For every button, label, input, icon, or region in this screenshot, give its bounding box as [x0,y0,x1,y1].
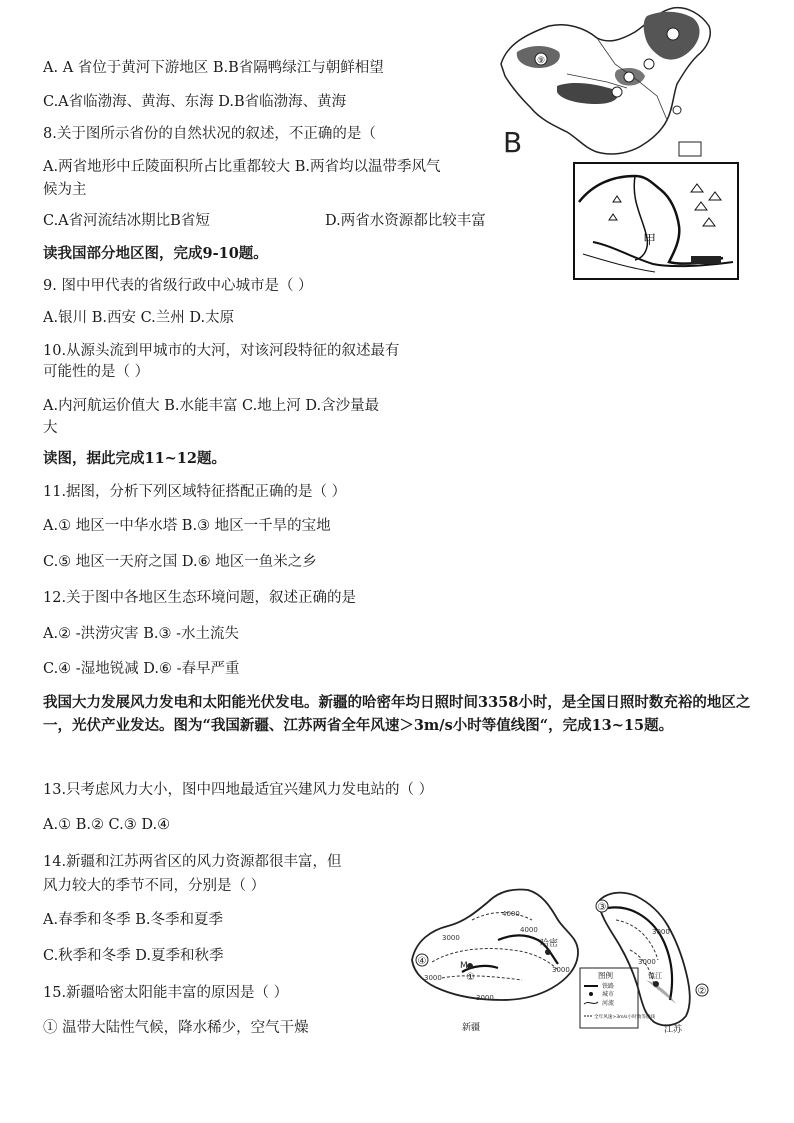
contour-label-7: 3000 [424,974,442,982]
contour-label-8: 3000 [476,994,494,1002]
region-map-figure [573,162,739,280]
q13-options: A.① B.② C.③ D.④ [43,817,171,833]
china-map [497,4,717,162]
intro-13-15: 我国大力发展风力发电和太阳能光伏发电。新疆的哈密年均日照时间3358小时，是全国日照时数充裕的地区之一，光伏产业发达。图为“我国新疆、江苏两省全年风速＞3m/s小时等值线图“，完成13~15题。 [43,694,751,734]
intro-11-12: 读图，据此完成11~12题。 [43,450,227,467]
contour-label-1: 4000 [502,910,520,918]
q15-item-1: ① 温带大陆性气候，降水稀少，空气干燥 [43,1020,309,1036]
wind-map-figure [402,880,742,1040]
wind-label-zhenjiang: 镇江 [648,972,662,980]
q8-option-b-cont: 候为主 [43,182,87,198]
contour-label-2: 3000 [442,934,460,942]
wind-label-jiangsu: 江苏 [664,1025,683,1035]
q15-stem: 15.新疆哈密太阳能丰富的原因是（ ） [43,985,289,1001]
contour-label-3: 4000 [520,926,538,934]
legend-contour: 全年风速>3m/s小时数等值线 [594,1015,656,1020]
wind-map [402,880,742,1040]
q9-stem: 9. 图中甲代表的省级行政中心城市是（ ） [43,278,313,294]
wind-point-4: ④ [417,956,427,967]
q9-options: A.银川 B.西安 C.兰州 D.太原 [43,310,235,326]
legend-railway: 铁路 [602,983,615,990]
q8-option-c: C.A省河流结冰期比B省短 [43,213,210,229]
legend-river: 河流 [602,1000,615,1007]
q8-option-a: A.两省地形中丘陵面积所占比重都较大 B.两省均以温带季风气 [43,159,441,175]
legend-title: 图例 [598,971,613,980]
q11-options-cd: C.⑤ 地区一天府之国 D.⑥ 地区一鱼米之乡 [43,554,317,570]
q7-options-cd: C.A省临渤海、黄海、东海 D.B省临渤海、黄海 [43,94,347,110]
contour-label-6: 3000 [638,958,656,966]
q7-options-ab: A. A 省位于黄河下游地区 B.B省隔鸭绿江与朝鲜相望 [43,60,384,76]
q8-option-d: D.两省水资源都比较丰富 [325,213,486,229]
wind-label-xinjiang: 新疆 [462,1023,481,1033]
q10-stem: 10.从源头流到甲城市的大河，对该河段特征的叙述最有 [43,343,400,359]
q11-options-ab: A.① 地区一中华水塔 B.③ 地区一千旱的宝地 [43,518,331,534]
wind-point-3: ③ [597,902,607,913]
wind-label-m: M [460,961,468,971]
q12-options-cd: C.④ -湿地锐减 D.⑥ -春早严重 [43,661,240,677]
contour-label-5: 3000 [652,928,670,936]
q10-options: A.内河航运价值大 B.水能丰富 C.地上河 D.含沙量最 [43,398,380,414]
china-map-figure [497,4,717,162]
q14-options-cd: C.秋季和冬季 D.夏季和秋季 [43,948,224,964]
region-map [573,162,739,280]
region-map-label-jia: 甲 [643,233,657,248]
wind-point-1: ① [466,972,475,983]
legend-city: 城市 [602,991,615,998]
svg-text:⑨: ⑨ [537,56,546,66]
q11-stem: 11.据图，分析下列区域特征搭配正确的是（ ） [43,484,347,500]
q10-stem-cont: 可能性的是（ ） [43,364,150,380]
q14-stem: 14.新疆和江苏两省区的风力资源都很丰富，但 [43,854,342,870]
q12-options-ab: A.② -洪涝灾害 B.③ -水土流失 [43,626,239,642]
china-map-label-b: B [503,126,523,159]
intro-9-10: 读我国部分地区图，完成9-10题。 [43,245,268,262]
q12-stem: 12.关于图中各地区生态环境问题，叙述正确的是 [43,590,357,606]
q13-stem: 13.只考虑风力大小，图中四地最适宜兴建风力发电站的（ ） [43,782,434,798]
q8-stem: 8.关于图所示省份的自然状况的叙述，不正确的是（ [43,126,376,142]
q14-stem-cont: 风力较大的季节不同，分别是（ ） [43,878,266,894]
wind-label-hami: 哈密 [540,939,559,949]
q10-options-cont: 大 [43,420,58,436]
wind-point-2: ② [697,986,707,997]
contour-label-4: 3000 [552,966,570,974]
q14-options-ab: A.春季和冬季 B.冬季和夏季 [43,912,223,928]
